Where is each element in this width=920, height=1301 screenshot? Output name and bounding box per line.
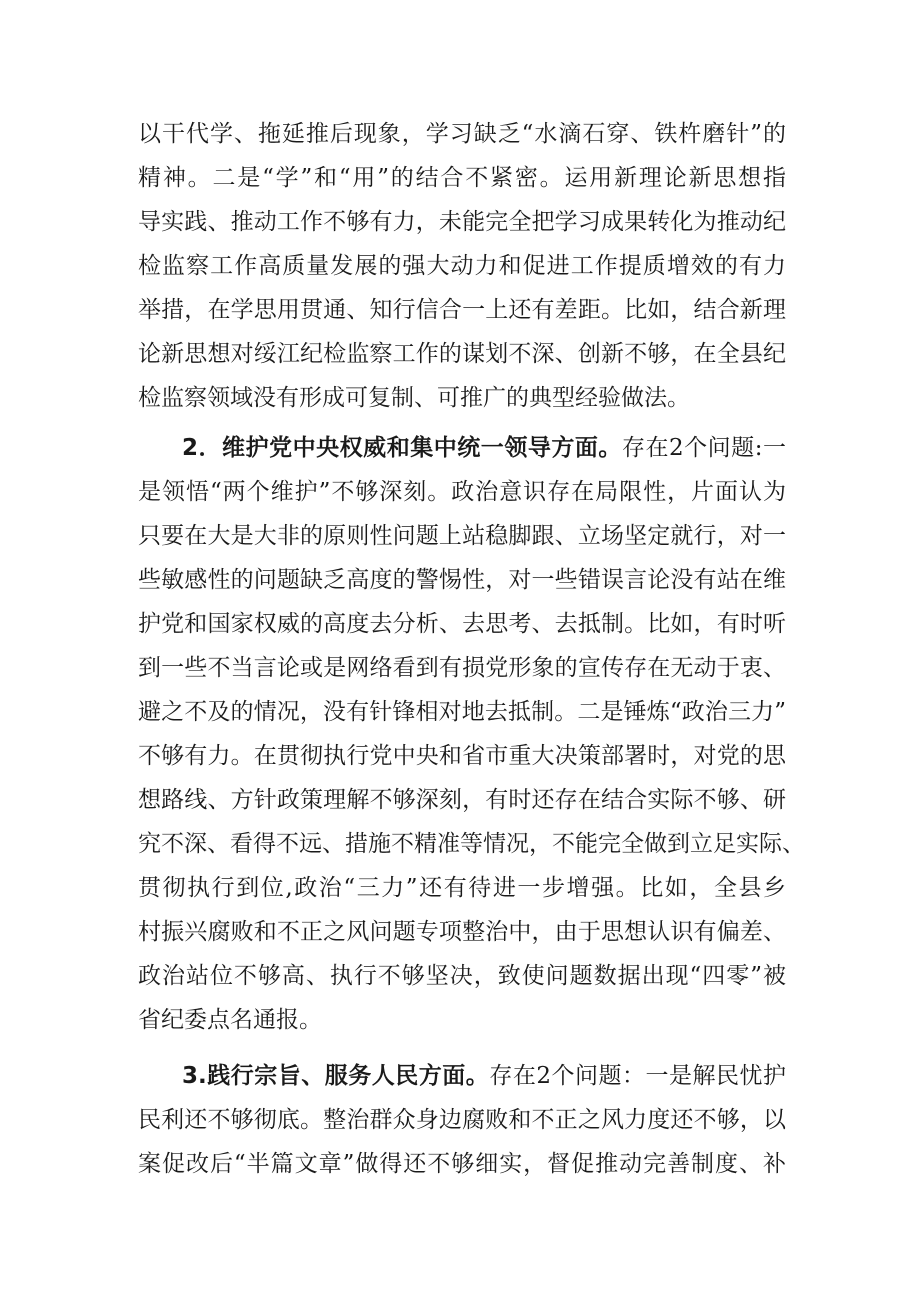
- text-line: 案促改后“半篇文章”做得还不够细实，督促推动完善制度、补: [138, 1151, 786, 1177]
- text-line: 是领悟“两个维护”不够深刻。政治意识存在局限性，片面认为: [138, 479, 786, 505]
- text-line: 省纪委点名通报。: [138, 1007, 322, 1033]
- document-body: [138, 112, 805, 1186]
- text-line: 贯彻执行到位,政治“三力”还有待进一步增强。比如，全县乡: [138, 875, 786, 901]
- text-line: 政治站位不够高、执行不够坚决，致使问题数据出现“四零”被: [138, 963, 786, 989]
- text-line: 到一些不当言论或是网络看到有损党形象的宣传存在无动于衷、: [138, 655, 786, 681]
- text-line: 以干代学、拖延推后现象，学习缺乏“水滴石穿、铁杵磨针”的: [138, 121, 786, 147]
- text-line: 论新思想对绥江纪检监察工作的谋划不深、创新不够，在全县纪: [138, 341, 786, 367]
- text-line: 举措，在学思用贯通、知行信合一上还有差距。比如，结合新理: [138, 297, 786, 323]
- text-line: 精神。二是“学”和“用”的结合不紧密。运用新理论新思想指: [138, 165, 786, 191]
- text-line: 不够有力。在贯彻执行党中央和省市重大决策部署时，对党的思: [138, 743, 786, 769]
- paragraph-3: [138, 1054, 786, 1186]
- paragraph-first-line: [138, 426, 786, 470]
- text-line: 导实践、推动工作不够有力，未能完全把学习成果转化为推动纪: [138, 209, 786, 235]
- text-line: 检监察领域没有形成可复制、可推广的典型经验做法。: [138, 385, 690, 411]
- paragraph-1: [138, 112, 786, 420]
- text-line: 想路线、方针政策理解不够深刻，有时还存在结合实际不够、研: [138, 787, 786, 813]
- text-span: 存在2个问题:一: [621, 435, 786, 461]
- text-line: 避之不及的情况，没有针锋相对地去抵制。二是锤炼“政治三力”: [138, 699, 786, 725]
- text-line: 只要在大是大非的原则性问题上站稳脚跟、立场坚定就行，对一: [138, 523, 786, 549]
- text-line: 村振兴腐败和不正之风问题专项整治中，由于思想认识有偏差、: [138, 919, 786, 945]
- text-line: 护党和国家权威的高度去分析、去思考、去抵制。比如，有时听: [138, 611, 786, 637]
- text-line: 检监察工作高质量发展的强大动力和促进工作提质增效的有力: [138, 253, 786, 279]
- section-heading: 2．维护党中央权威和集中统一领导方面。: [182, 435, 622, 461]
- paragraph-first-line: [138, 1054, 786, 1098]
- text-line: 究不深、看得不远、措施不精准等情况，不能完全做到立足实际、: [138, 831, 805, 857]
- text-line: 民利还不够彻底。整治群众身边腐败和不正之风力度还不够，以: [138, 1107, 786, 1133]
- section-heading: 3.践行宗旨、服务人民方面。: [182, 1063, 490, 1089]
- text-span: 存在2个问题：一是解民忧护: [489, 1063, 786, 1089]
- paragraph-2: [138, 426, 805, 1042]
- text-line: 些敏感性的问题缺乏高度的警惕性，对一些错误言论没有站在维: [138, 567, 786, 593]
